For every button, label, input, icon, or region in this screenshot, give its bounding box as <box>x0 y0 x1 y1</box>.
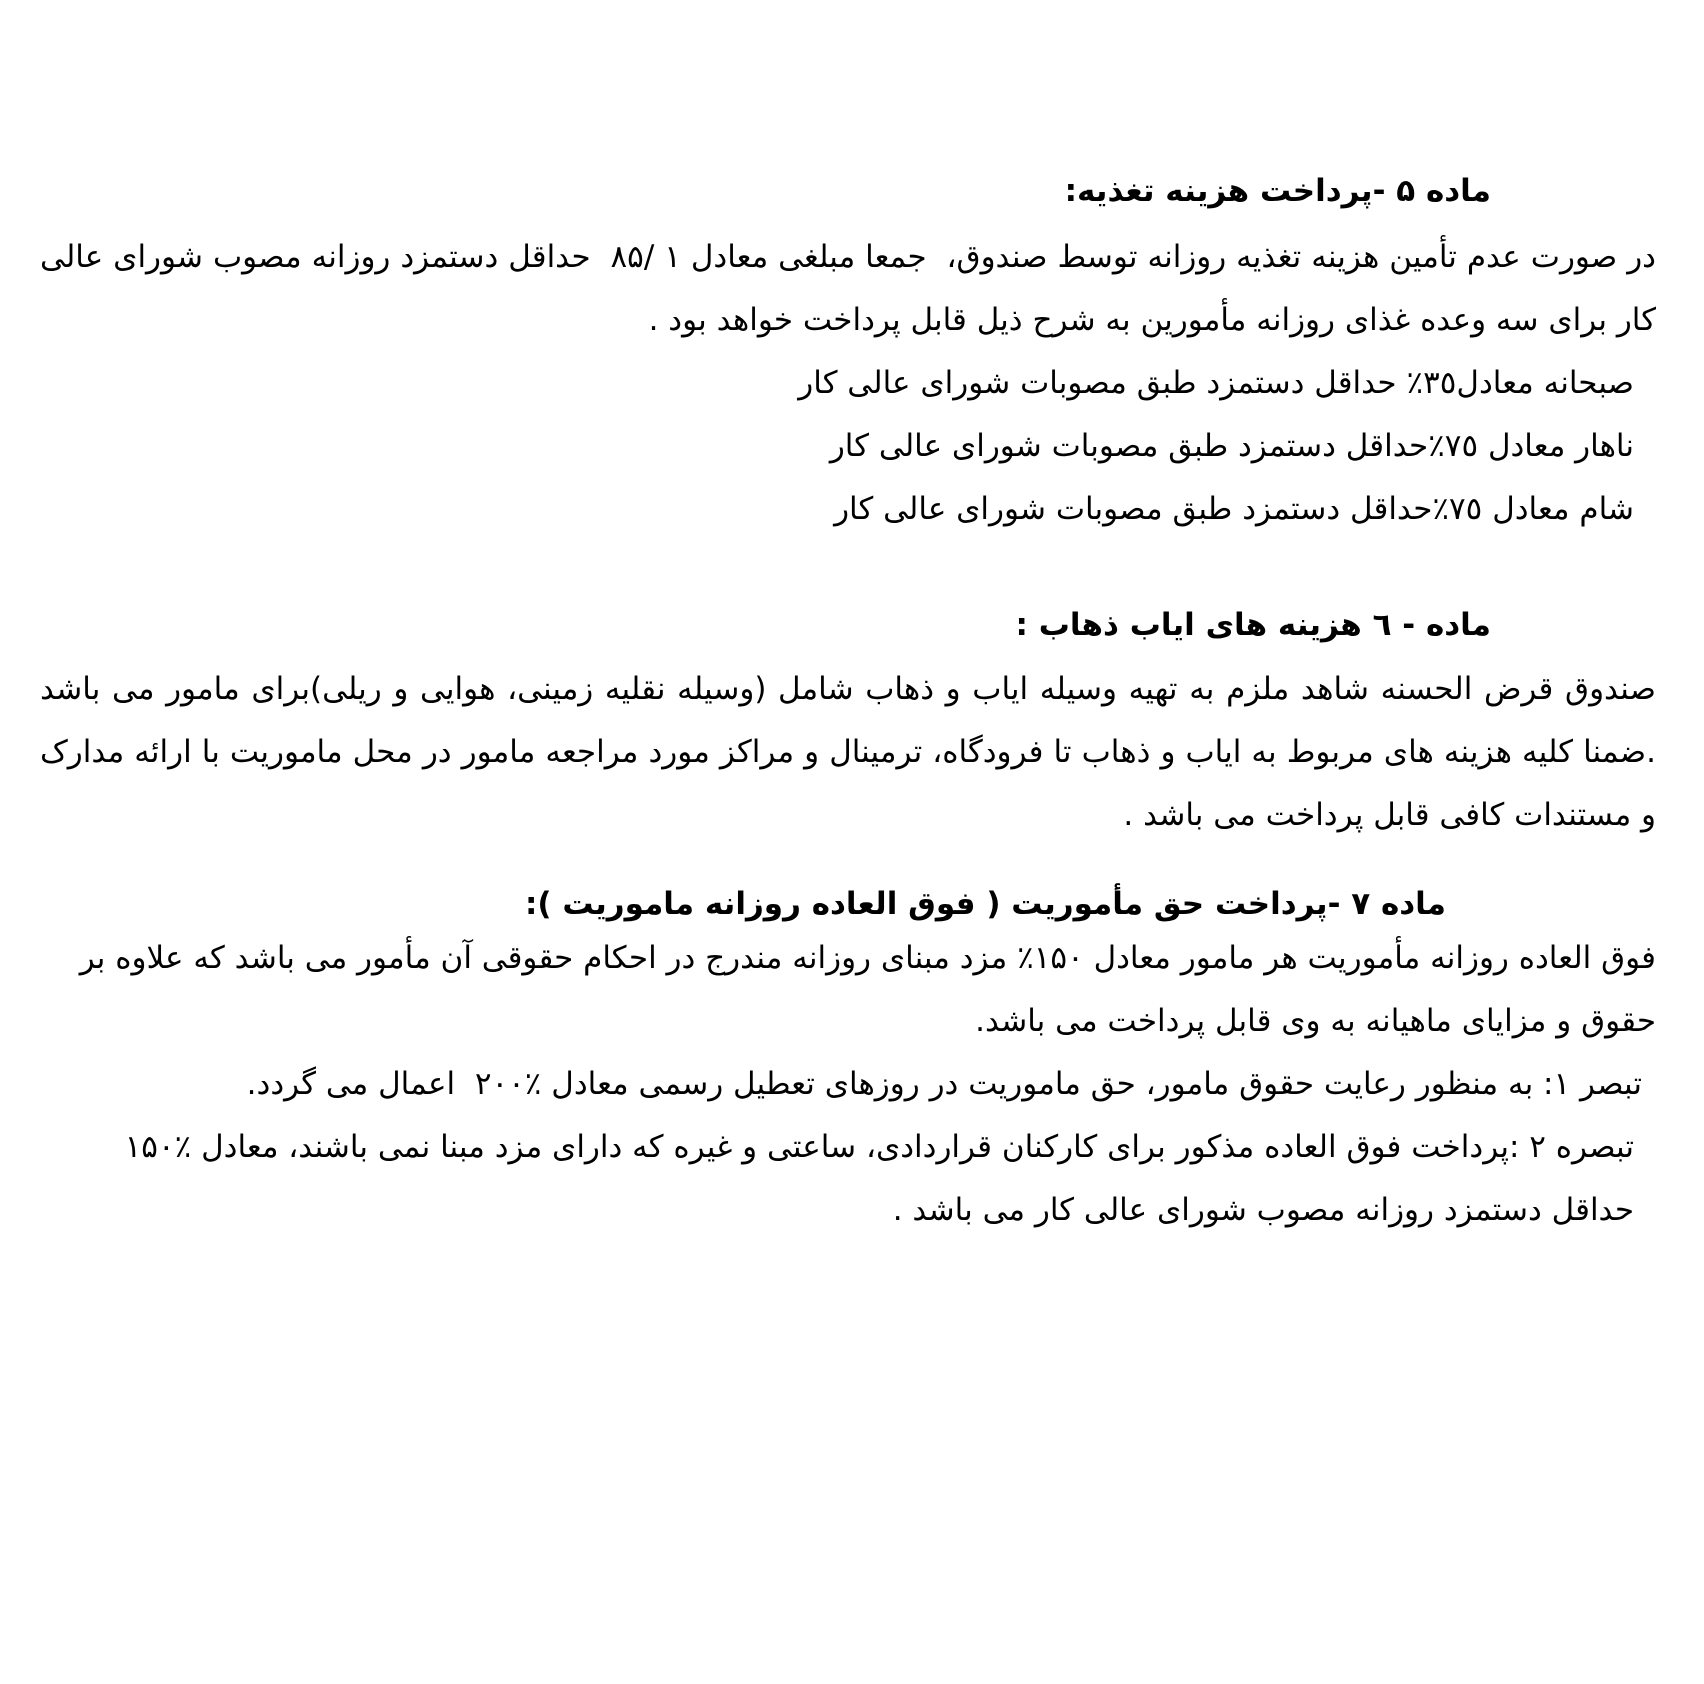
note-1-line: تبصر ۱: به منظور رعایت حقوق مامور، حق ماموریت در روزهای تعطیل رسمی معادل ٪۲۰۰ اعمال می گردد. <box>246 1066 1642 1102</box>
note-2-line: تبصره ۲ :پرداخت فوق العاده مذکور برای کارکنان قراردادی، ساعتی و غیره که دارای مزد مبنا نمی باشند، معادل ٪۱۵۰ حداقل دستمزد روزانه مصوب شورای عالی کار می باشد . <box>114 1129 1634 1228</box>
article-6-heading: ماده - ٦ هزینه های ایاب ذهاب : <box>1015 607 1491 643</box>
meal-dinner-line: شام معادل ٧٥٪حداقل دستمزد طبق مصوبات شورای عالی کار <box>834 491 1634 527</box>
article-5-heading: ماده ۵ -پرداخت هزینه تغذیه: <box>1064 173 1491 209</box>
article-5-body: در صورت عدم تأمین هزینه تغذیه روزانه توسط صندوق، جمعا مبلغی معادل ۱ /۸۵ حداقل دستمزد روزانه مصوب شورای عالی کار برای سه وعده غذای روزانه مأمورین به شرح ذیل قابل پرداخت خواهد بود . <box>40 239 1656 338</box>
meal-breakfast-line: صبحانه معادل٣٥٪ حداقل دستمزد طبق مصوبات شورای عالی کار <box>798 365 1634 401</box>
article-6-body: صندوق قرض الحسنه شاهد ملزم به تهیه وسیله ایاب و ذهاب شامل (وسیله نقلیه زمینی، هوایی و ریلی)برای مامور می باشد .ضمنا کلیه هزینه های مربوط به ایاب و ذهاب تا فرودگاه، ترمینال و مراکز مورد مراجعه مامور در محل ماموریت با ارائه مدارک و مستندات کافی قابل پرداخت می باشد . <box>40 671 1656 833</box>
meal-lunch-line: ناهار معادل ٧٥٪حداقل دستمزد طبق مصوبات شورای عالی کار <box>829 428 1634 464</box>
article-7-body: فوق العاده روزانه مأموریت هر مامور معادل ۱۵۰٪ مزد مبنای روزانه مندرج در احکام حقوقی آن مأمور می باشد که علاوه بر حقوق و مزایای ماهیانه به وی قابل پرداخت می باشد. <box>79 940 1656 1039</box>
article-7-heading: ماده ۷ -پرداخت حق مأموریت ( فوق العاده روزانه ماموریت ): <box>524 886 1446 922</box>
